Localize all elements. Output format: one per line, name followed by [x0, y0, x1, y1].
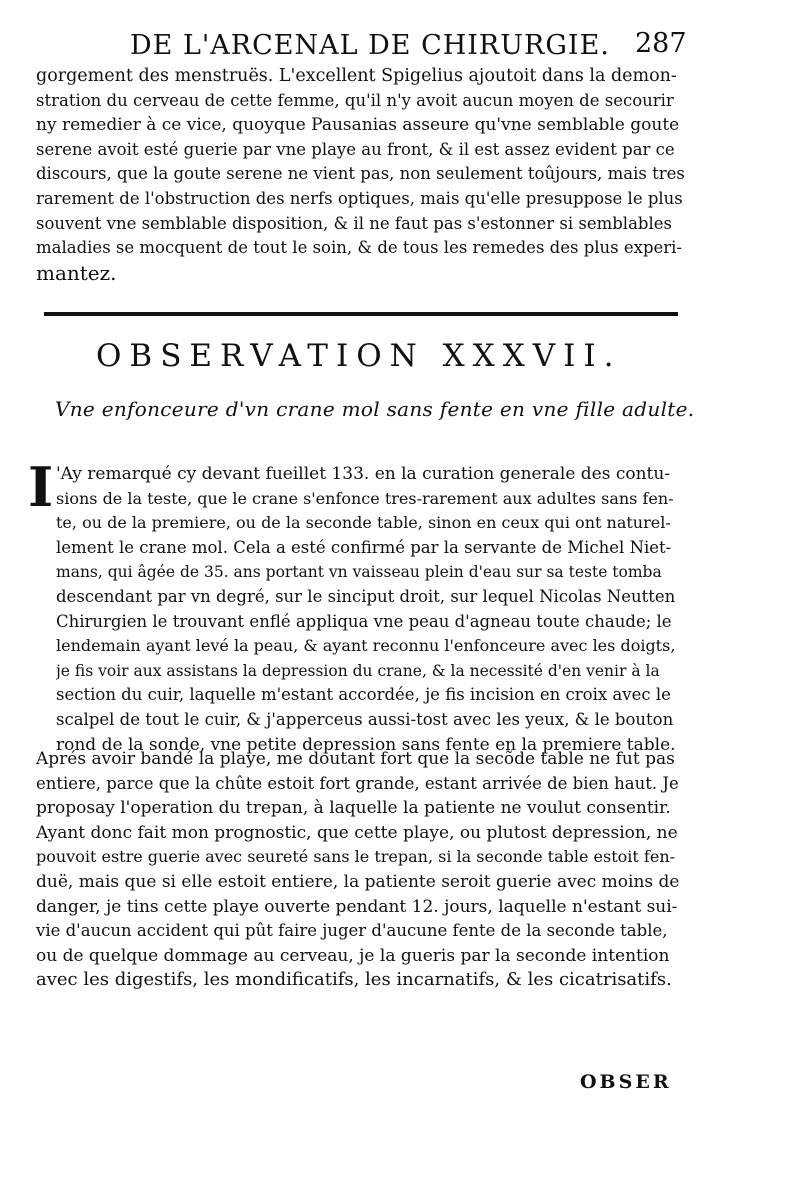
section-divider [44, 312, 678, 316]
text-line: scalpel de tout le cuir, & j'apperceus aussi-tost avec les yeux, & le bouton [56, 709, 674, 729]
catchword: OBSER [580, 1071, 672, 1093]
text-line: stration du cerveau de cette femme, qu'il n'y avoit aucun moyen de secourir [36, 90, 674, 110]
observation-title: OBSERVATION XXXVII. [96, 338, 622, 374]
text-line: pouvoit estre guerie avec seureté sans le trepan, si la seconde table estoit fen- [36, 847, 676, 867]
text-line: entiere, parce que la chûte estoit fort grande, estant arrivée de bien haut. Je [36, 773, 679, 793]
page-number: 287 [635, 28, 687, 59]
text-line: duë, mais que si elle estoit entiere, la patiente seroit guerie avec moins de [36, 871, 680, 892]
text-line: Chirurgien le trouvant enflé appliqua vne peau d'agneau toute chaude; le [56, 611, 672, 631]
text-line: descendant par vn degré, sur le sinciput droit, sur lequel Nicolas Neutten [56, 586, 676, 606]
text-line: proposay l'operation du trepan, à laquelle la patiente ne voulut consentir. [36, 798, 671, 819]
observation-paragraph-1 [56, 462, 676, 757]
text-line: serene avoit esté guerie par vne playe au front, & il est assez evident par ce [36, 139, 675, 159]
text-line: mantez. [36, 260, 117, 285]
text-line: je fis voir aux assistans la depression du crane, & la necessité d'en venir à la [56, 661, 660, 680]
text-line: ou de quelque dommage au cerveau, je la gueris par la seconde intention [36, 945, 670, 966]
observation-paragraph-2 [36, 747, 686, 993]
text-line: te, ou de la premiere, ou de la seconde table, sinon en ceux qui ont naturel- [56, 513, 671, 533]
text-line: danger, je tins cette playe ouverte pendant 12. jours, laquelle n'estant sui- [36, 896, 678, 917]
text-line: avec les digestifs, les mondificatifs, les incarnatifs, & les cicatrisatifs. [36, 969, 672, 991]
text-line: mans, qui âgée de 35. ans portant vn vaisseau plein d'eau sur sa teste tomba [56, 563, 662, 582]
text-line: Ayant donc fait mon prognostic, que cette playe, ou plutost depression, ne [36, 822, 678, 843]
text-line: souvent vne semblable disposition, & il ne faut pas s'estonner si semblables [36, 213, 672, 233]
text-line: maladies se mocquent de tout le soin, & de tous les remedes des plus experi- [36, 238, 683, 258]
text-line: 'Ay remarqué cy devant fueillet 133. en la curation generale des contu- [56, 464, 671, 484]
text-line: Aprés avoir bandé la playe, me doutant fort que la secõde table ne fut pas [36, 749, 675, 769]
drop-cap: I [28, 455, 54, 519]
running-head: DE L'ARCENAL DE CHIRURGIE. [130, 30, 610, 61]
text-line: sions de la teste, que le crane s'enfonce tres-rarement aux adultes sans fen- [56, 488, 674, 508]
text-line: ny remedier à ce vice, quoyque Pausanias asseure qu'vne semblable goute [36, 115, 680, 136]
text-line: section du cuir, laquelle m'estant accordée, je fis incision en croix avec le [56, 685, 671, 705]
observation-subtitle: Vne enfonceure d'vn crane mol sans fente en vne fille adulte. [55, 397, 695, 421]
page-header [90, 26, 750, 66]
text-line: vie d'aucun accident qui pût faire juger d'aucune fente de la seconde table, [36, 921, 668, 941]
text-line: rond de la sonde, vne petite depression sans fente en la premiere table. [56, 734, 676, 755]
text-line: lendemain ayant levé la peau, & ayant reconnu l'enfonceure avec les doigts, [56, 636, 676, 656]
top-paragraph [36, 64, 686, 285]
text-line: lement le crane mol. Cela a esté confirmé par la servante de Michel Niet- [56, 537, 672, 557]
text-line: rarement de l'obstruction des nerfs optiques, mais qu'elle presuppose le plus [36, 188, 683, 208]
text-line: discours, que la goute serene ne vient pas, non seulement toûjours, mais tres [36, 164, 685, 184]
text-line: gorgement des menstruës. L'excellent Spigelius ajoutoit dans la demon- [36, 66, 677, 86]
